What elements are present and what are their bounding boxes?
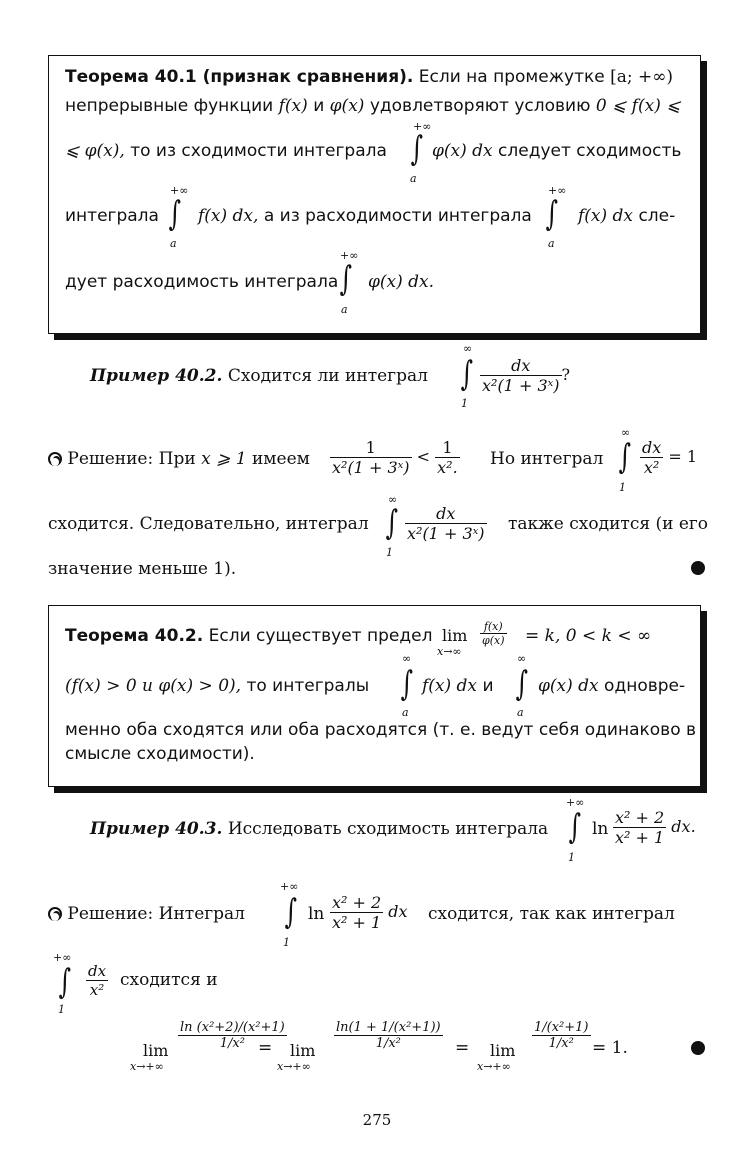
denominator: 1/x² — [219, 1036, 245, 1051]
integral-sign: ∫ — [284, 892, 298, 932]
math-ineq: 0 ⩽ f(x) ⩽ — [595, 96, 681, 116]
integrand: φ(x) dx — [432, 141, 493, 161]
integral-lower-limit: 1 — [58, 1003, 65, 1016]
text: удовлетворяют условию — [369, 96, 591, 116]
lim-subscript: x→+∞ — [277, 1060, 311, 1073]
theorem-40-1-line-3 — [65, 141, 387, 161]
math: = k, 0 < k < ∞ — [525, 626, 652, 646]
math: < — [416, 447, 431, 466]
text: Исследовать сходимость интеграла — [227, 819, 549, 839]
theorem-40-2-line-2b — [422, 676, 494, 696]
integral-lower-limit: a — [170, 237, 177, 250]
integral-upper-limit: +∞ — [566, 796, 585, 809]
theorem-40-2-title: Теорема 40.2. — [65, 626, 204, 646]
solution-40-2-line-1 — [48, 449, 310, 469]
integral-lower-limit: a — [517, 706, 524, 719]
denominator: 1/x² — [548, 1036, 574, 1051]
theorem-40-2-line-2c — [538, 676, 685, 696]
interval: [a; +∞) — [610, 67, 674, 87]
integral-sign: ∫ — [168, 194, 182, 234]
end-of-solution-icon — [691, 1041, 705, 1055]
numerator: ln(1 + 1/(x²+1)) — [336, 1020, 441, 1035]
integral-sign: ∫ — [410, 129, 424, 169]
text: Но интеграл — [490, 449, 604, 469]
integral-upper-limit: +∞ — [53, 951, 72, 964]
theorem-40-2-line-2 — [65, 676, 369, 696]
math: (f(x) > 0 и φ(x) > 0), — [65, 676, 242, 696]
integral-sign: ∫ — [400, 664, 414, 704]
denominator: x² — [643, 458, 660, 477]
text: сходится, так как интеграл — [428, 904, 675, 924]
numerator: dx — [88, 962, 107, 980]
denominator: x² + 1 — [615, 828, 665, 847]
integrand: φ(x) dx — [538, 676, 599, 696]
fraction — [330, 893, 408, 932]
text: Если существует предел — [208, 626, 433, 646]
example-label: Пример 40.3. — [90, 819, 223, 839]
denominator: φ(x) — [482, 634, 505, 647]
math-phi-lead: ⩽ φ(x), — [65, 141, 125, 161]
lim-subscript: x→∞ — [437, 645, 462, 658]
text: смысле сходимости). — [65, 744, 255, 764]
theorem-40-1-title: Теорема 40.1 (признак сравнения). — [65, 67, 414, 87]
text: то из сходимости интеграла — [130, 141, 387, 161]
solution-label: Решение: — [67, 904, 154, 924]
lim: lim — [290, 1041, 316, 1060]
lim: lim — [143, 1041, 169, 1060]
text: и — [313, 96, 325, 116]
numerator: ln (x²+2)/(x²+1) — [180, 1020, 285, 1035]
integral-upper-limit: +∞ — [548, 184, 567, 197]
numerator: dx — [405, 504, 487, 524]
text: имеем — [251, 449, 310, 469]
fraction — [480, 620, 507, 647]
integral-lower-limit: a — [410, 172, 417, 185]
text: следует сходимость — [498, 141, 682, 161]
integral-upper-limit: ∞ — [517, 652, 527, 665]
integral-lower-limit: 1 — [283, 936, 290, 949]
integral-lower-limit: a — [402, 706, 409, 719]
fraction — [330, 438, 460, 477]
integral-upper-limit: +∞ — [280, 880, 299, 893]
denominator: 1/x² — [375, 1036, 401, 1051]
integral-sign: ∫ — [515, 664, 529, 704]
integral-lower-limit: 1 — [568, 851, 575, 864]
integral-lower-limit: 1 — [386, 546, 393, 559]
fraction — [532, 1020, 591, 1051]
text: сле- — [638, 206, 676, 226]
text: то интегралы — [246, 676, 370, 696]
denominator: x² + 1 — [332, 913, 382, 932]
text: сходится. Следовательно, интеграл — [48, 514, 369, 534]
result: = 1. — [592, 1038, 628, 1058]
text: Сходится ли интеграл — [227, 366, 428, 386]
integral-upper-limit: ∞ — [388, 493, 398, 506]
page-number: 275 — [362, 1111, 392, 1129]
fraction — [480, 356, 570, 395]
math: dx — [388, 902, 408, 921]
integrand: φ(x) dx. — [368, 272, 435, 292]
equals: = — [258, 1038, 273, 1058]
integral-sign: ∫ — [545, 194, 559, 234]
text: также сходится (и его — [508, 514, 709, 534]
denominator: x²(1 + 3ˣ) — [407, 524, 485, 543]
denominator: x²(1 + 3ˣ) — [482, 376, 560, 395]
integral-sign: ∫ — [460, 354, 474, 394]
math-f: f(x) — [278, 96, 308, 116]
example-40-3 — [90, 819, 548, 839]
end-of-solution-icon — [691, 561, 705, 575]
text: При — [158, 449, 196, 469]
integral-sign: ∫ — [58, 962, 72, 1002]
denominator: x². — [437, 458, 458, 477]
numerator: 1 — [435, 438, 460, 458]
theorem-40-1-line-5 — [65, 272, 338, 292]
fraction — [640, 438, 697, 477]
integral-upper-limit: +∞ — [340, 249, 359, 262]
lim-subscript: x→+∞ — [130, 1060, 164, 1073]
ln: ln — [592, 819, 609, 839]
text: а из расходимости интеграла — [263, 206, 532, 226]
lim-subscript: x→+∞ — [477, 1060, 511, 1073]
integrand: f(x) dx — [422, 676, 478, 696]
ln: ln — [308, 904, 325, 924]
solution-label: Решение: — [67, 449, 154, 469]
numerator: x² + 2 — [332, 893, 382, 912]
numerator: dx — [642, 438, 662, 457]
integral-sign: ∫ — [339, 259, 353, 299]
theorem-40-1-line-4b — [198, 206, 532, 226]
text: одновре- — [604, 676, 686, 696]
text: и — [482, 676, 494, 696]
theorem-40-1-line-3b — [432, 141, 681, 161]
integral-upper-limit: ∞ — [463, 342, 473, 355]
solution-start-icon — [48, 452, 62, 466]
numerator: dx — [480, 356, 562, 376]
text: интеграла — [65, 206, 159, 226]
theorem-40-1-text: Если на промежутке — [418, 67, 605, 87]
integrand: f(x) dx — [578, 206, 634, 226]
integrand: f(x) dx, — [198, 206, 259, 226]
integral-lower-limit: 1 — [461, 397, 468, 410]
math: x ⩾ 1 — [201, 449, 247, 469]
numerator: x² + 2 — [615, 808, 665, 827]
integral-sign: ∫ — [618, 437, 632, 477]
text: непрерывные функции — [65, 96, 274, 116]
solution-40-3-line-1 — [48, 904, 245, 924]
text: сходится и — [120, 970, 218, 990]
numerator: 1 — [330, 438, 412, 458]
integral-upper-limit: +∞ — [170, 184, 189, 197]
text: значение меньше 1). — [48, 559, 237, 579]
integral-sign: ∫ — [568, 807, 582, 847]
math: dx. — [671, 817, 696, 836]
example-label: Пример 40.2. — [90, 366, 223, 386]
integral-lower-limit: a — [548, 237, 555, 250]
fraction — [405, 504, 487, 543]
math: = 1 — [668, 447, 698, 466]
denominator: x²(1 + 3ˣ) — [332, 458, 410, 477]
text: дует расходимость интеграла — [65, 272, 339, 292]
theorem-40-1-line-2 — [65, 96, 680, 116]
integral-sign: ∫ — [385, 503, 399, 543]
integral-lower-limit: a — [341, 303, 348, 316]
theorem-40-1-line-4 — [65, 206, 159, 226]
lim: lim — [442, 626, 468, 645]
integral-upper-limit: +∞ — [413, 120, 432, 133]
text: Интеграл — [158, 904, 245, 924]
text: менно оба сходятся или оба расходятся (т. е. ведут себя одинаково в — [65, 720, 697, 740]
question-mark: ? — [561, 365, 571, 384]
theorem-40-2-line-1 — [65, 626, 432, 646]
solution-start-icon — [48, 907, 62, 921]
fraction — [86, 962, 108, 999]
numerator: 1/(x²+1) — [534, 1020, 589, 1035]
lim: lim — [490, 1041, 516, 1060]
integral-upper-limit: ∞ — [402, 652, 412, 665]
theorem-40-1-line-1 — [65, 67, 673, 87]
fraction — [334, 1020, 443, 1051]
math-phi: φ(x) — [329, 96, 365, 116]
example-40-2 — [90, 366, 428, 386]
denominator: x² — [89, 981, 105, 999]
integral-upper-limit: ∞ — [621, 426, 631, 439]
theorem-40-1-line-4c — [578, 206, 675, 226]
equals: = — [455, 1038, 470, 1058]
fraction — [613, 808, 696, 847]
integral-lower-limit: 1 — [619, 481, 626, 494]
numerator: f(x) — [480, 620, 507, 634]
